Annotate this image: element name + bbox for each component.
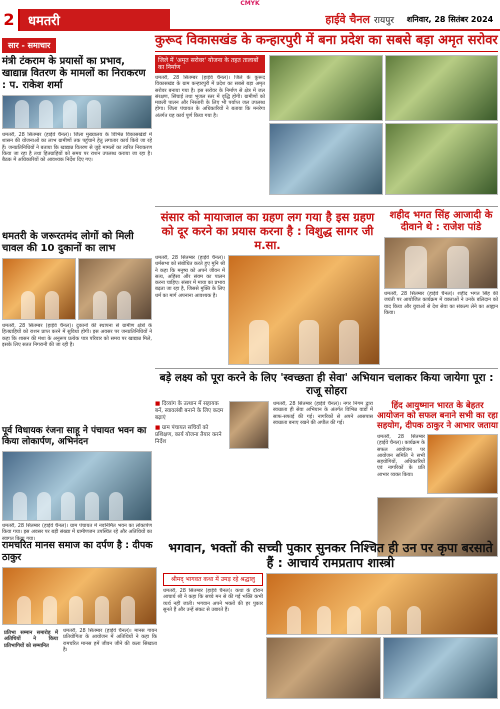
story5-headline: हिंद आयुष्मान भारत के बेहतर आयोजन को सफल बनाने सभी का रहा सहयोग, दीपक ठाकुर ने आभार जताया: [377, 401, 498, 431]
lead-headline: कुरूद विकासखंड के कन्हारपुरी में बना प्रदेश का सबसे बड़ा अमृत सरोवर: [155, 33, 498, 52]
left-story3-body: धमतरी, 28 सितम्बर (हाईवे चैनल)। ग्राम पंचायत में नवनिर्मित भवन का लोकार्पण किया गया। इस अवसर पर बड़ी संख्या में ग्रामीणजन उपस्थित रहे और अतिथियों का स्वागत किया गया।: [2, 523, 152, 542]
bottom-left-body: धमतरी, 28 सितम्बर (हाईवे चैनल)। मानस गायन प्रतियोगिता के आयोजन में अतिथियों ने कहा कि रामचरित मानस हमें जीवन जीने की कला सिखाता है।: [63, 628, 157, 653]
news-brief-badge: सार - समाचार: [2, 38, 56, 53]
lead-subheadline: जिले में 'अमृत सरोवर' योजना के तहत तालाबों का निर्माण: [155, 55, 265, 73]
print-registration-mark: CMYK: [240, 0, 260, 7]
bottom-right-headline: भगवान, भक्तों की सच्ची पुकार सुनकर निश्चित ही उन पर कृपा बरसाते हैं : आचार्य रामप्रताप शास्त्री: [168, 540, 493, 570]
bottom-left-photo: [2, 567, 157, 625]
story2-headline: संसार को मायाजाल का ग्रहण लग गया है इस ग्रहण को दूर करने का प्रयास करना है : विशुद्ध सागर जी म.सा.: [160, 210, 375, 252]
page-header: [0, 9, 500, 31]
bottom-right-subheadline: श्रीमद् भागवत कथा में उमड़ रहे श्रद्धालु: [163, 573, 263, 586]
masthead: [170, 9, 400, 31]
story3-headline: शहीद भगत सिंह आजादी के दीवाने थे : राजेश पांडे: [389, 210, 493, 233]
section-title: धमतरी: [28, 14, 60, 29]
left-story2-photo-a: [2, 258, 76, 320]
lead-photo-b: [385, 55, 499, 121]
left-story1-photo: [2, 95, 152, 129]
story5-body: धमतरी, 28 सितम्बर (हाईवे चैनल)। कार्यक्रम के सफल आयोजन पर आयोजन समिति ने सभी सहयोगियों, अधिकारियों एवं नागरिकों के प्रति आभार व्यक्त किया।: [377, 434, 425, 478]
left-story1-body: धमतरी, 28 सितम्बर (हाईवे चैनल)। जिला मुख्यालय के विभिन्न विकासखंडों में शासन की योजनाओं का लाभ ग्रामीणों तक पहुंचाने हेतु लगातार कार्य किये जा रहे हैं। जनप्रतिनिधियों ने बताया कि खाद्यान्न वितरण से जुड़े मामलों का त्वरित निराकरण किया जा रहा है तथा हितग्राहियों को समय पर राशन उपलब्ध कराया जा रहा है। बैठक में अधिकारियों को आवश्यक निर्देश दिए गए।: [2, 132, 152, 164]
bullet-item-1: ■ दिव्यांग के उत्थान में सहायक बनें, स्वावलंबी बनाने के लिए कदम बढ़ाएं: [155, 401, 224, 421]
bottom-left-caption: प्रतिभा सम्मान समारोह में अतिथियों ने किया प्रतिभागियों को सम्मानित: [4, 630, 58, 649]
main-area: [155, 33, 498, 557]
bottom-right-photo-b: [266, 637, 381, 699]
story2-photo: [228, 255, 380, 365]
lead-photo-c: [269, 123, 383, 195]
page-number: 2: [0, 9, 20, 31]
story4-headline: बड़े लक्ष्य को पूरा करने के लिए 'स्वच्छता ही सेवा' अभियान चलाकर किया जायेगा पूरा : राजू सोहरा: [159, 372, 494, 397]
bottom-right-photo-a: [266, 573, 498, 635]
brand-name: हाईवे चैनल: [325, 12, 370, 26]
story5-photo: [427, 434, 498, 494]
story4-portrait: [229, 401, 269, 449]
story3-photo: [384, 237, 498, 289]
left-story2-body: धमतरी, 28 सितम्बर (हाईवे चैनल)। दुकानों की स्थापना से ग्रामीण क्षेत्रों के हितग्राहियों को राशन प्राप्त करने में सुविधा होगी। इस अवसर पर जनप्रतिनिधियों ने कहा कि शासन की मंशा के अनुरूप प्रत्येक पात्र परिवार को समय पर खाद्यान्न मिले, इसके लिए सतत निगरानी की जा रही है।: [2, 323, 152, 348]
left-story1-headline: मंत्री टंकराम के प्रयासों का प्रभाव, खाद्यान्न वितरण के मामलों का निराकरण : प. राकेश शर्मा: [2, 56, 146, 91]
story4-body: धमतरी, 28 सितम्बर (हाईवे चैनल)। नगर निगम द्वारा स्वच्छता ही सेवा अभियान के अंतर्गत विभिन्न वार्डों में साफ-सफाई की गई। नागरिकों से अपने आसपास स्वच्छता बनाए रखने की अपील की गई।: [273, 401, 373, 426]
bullet-item-2: ■ ग्राम पंचायत सचिवों को प्रशिक्षण, कार्य योजना तैयार करने निर्देश: [155, 425, 222, 445]
bottom-section: [2, 540, 498, 709]
bottom-left-headline: रामचरित मानस समाज का दर्पण है : दीपक ठाकुर: [2, 540, 153, 563]
left-story2-headline: धमतरी के जरूरतमंद लोगों को मिली चावल की 10 दुकानों का लाभ: [2, 231, 134, 254]
issue-date: शनिवार, 28 सितंबर 2024: [400, 9, 500, 31]
lead-photo-a: [269, 55, 383, 121]
edition-name: रायपुर: [373, 15, 394, 26]
left-story2-photo-b: [78, 258, 152, 320]
left-story3-headline: पूर्व विधायक रंजना साहू ने पंचायत भवन का किया लोकार्पण, अभिनंदन: [2, 426, 147, 447]
section-band: [20, 9, 170, 31]
story3-body: धमतरी, 28 सितम्बर (हाईवे चैनल)। शहीद भगत सिंह की जयंती पर आयोजित कार्यक्रम में वक्ताओं ने उनके बलिदान को याद किया और युवाओं से देश सेवा का संकल्प लेने का आह्वान किया।: [384, 291, 498, 316]
left-story3-photo: [2, 451, 152, 521]
bottom-right-body: धमतरी, 28 सितम्बर (हाईवे चैनल)। कथा के दौरान आचार्य श्री ने कहा कि सच्चे मन से की गई भक्ति कभी व्यर्थ नहीं जाती। भगवान अपने भक्तों की हर पुकार सुनते हैं और उन्हें संकट से उबारते हैं।: [163, 588, 263, 613]
left-column: [2, 33, 152, 563]
bottom-right-photo-c: [383, 637, 498, 699]
lead-photo-d: [385, 123, 499, 195]
lead-body: धमतरी, 28 सितम्बर (हाईवे चैनल)। जिले के कुरूद विकासखंड के ग्राम कन्हारपुरी में प्रदेश का सबसे बड़ा अमृत सरोवर बनाया गया है। इस सरोवर के निर्माण से क्षेत्र में जल संरक्षण, सिंचाई तथा भूजल स्तर में वृद्धि होगी। ग्रामीणों को मछली पालन और निस्तारी के लिए भी पर्याप्त जल उपलब्ध होगा। जिला पंचायत के अधिकारियों ने बताया कि मनरेगा अंतर्गत यह कार्य पूर्ण किया गया है।: [155, 75, 265, 119]
story2-body: धमतरी, 28 सितम्बर (हाईवे चैनल)। धर्मसभा को संबोधित करते हुए मुनि श्री ने कहा कि मनुष्य को अपने जीवन में सत्य, अहिंसा और संयम का पालन करना चाहिए। संसार में माया का प्रभाव बढ़ता जा रहा है, जिससे मुक्ति के लिए धर्म का मार्ग अपनाना आवश्यक है।: [155, 255, 225, 299]
